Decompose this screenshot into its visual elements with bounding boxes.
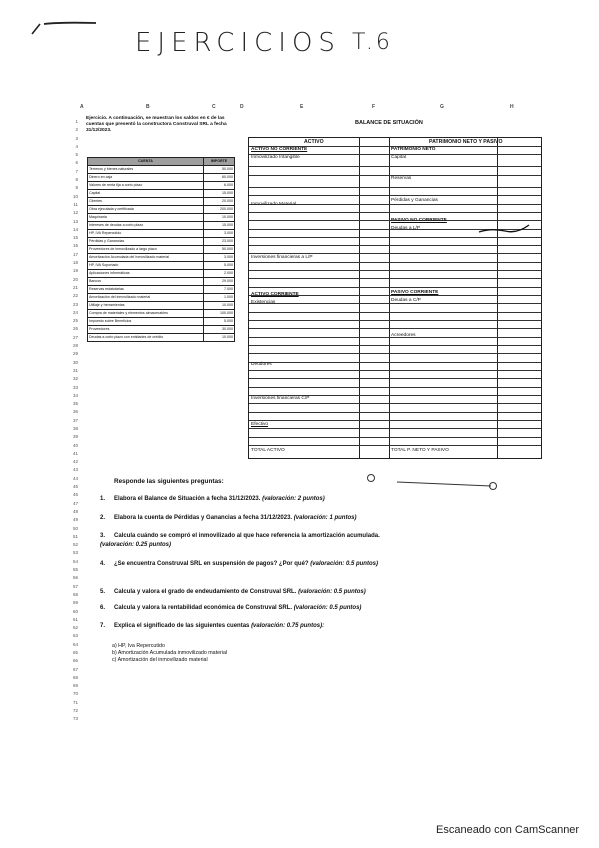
account-cell: Pérdidas y Ganancias	[88, 238, 204, 246]
pasivo-no-corriente: PASIVO NO CORRIENTE	[391, 218, 447, 223]
table-row	[88, 302, 235, 310]
question-6	[100, 604, 390, 613]
row-number: 33	[72, 384, 78, 390]
row-number: 64	[72, 641, 78, 647]
row-number: 29	[72, 351, 78, 357]
row-number: 69	[72, 683, 78, 689]
row-number: 35	[72, 401, 78, 407]
deudas-lp: Deudas a L/P	[391, 226, 421, 231]
row-number: 20	[72, 276, 78, 282]
row-number: 72	[72, 708, 78, 714]
column-header-e: E	[300, 104, 304, 110]
table-row	[88, 278, 235, 286]
account-cell: Bancos	[88, 278, 204, 286]
row-number: 10	[72, 193, 78, 199]
question-text: Explica el significado de las siguientes cuentas	[114, 623, 250, 629]
row-number: 30	[72, 359, 78, 365]
row-number: 43	[72, 467, 78, 473]
total-activo: TOTAL ACTIVO	[251, 448, 285, 453]
question-number: 4.	[100, 561, 106, 567]
amount-cell: 60.000	[204, 174, 235, 182]
row-number: 24	[72, 309, 78, 315]
amount-cell: 15.000	[204, 222, 235, 230]
question-5	[100, 588, 390, 597]
row-number: 55	[72, 567, 78, 573]
scanner-watermark: Escaneado con CamScanner	[436, 824, 580, 836]
account-cell: Valores de renta fija a corto plazo	[88, 182, 204, 190]
column-header-b: B	[146, 104, 150, 110]
pasivo-header: PATRIMONIO NETO Y PASIVO	[429, 139, 503, 145]
balance-sheet	[248, 137, 542, 459]
row-number: 16	[72, 243, 78, 249]
question-number: 1.	[100, 496, 106, 502]
amount-cell: 10.000	[204, 302, 235, 310]
balance-title: BALANCE DE SITUACIÓN	[355, 120, 423, 126]
inversiones-lp: Inversiones financieras a L/P	[251, 255, 313, 260]
row-number: 42	[72, 459, 78, 465]
account-cell: Proveedores de inmovilizado a largo plazo	[88, 246, 204, 254]
account-cell: Aplicaciones informáticas	[88, 270, 204, 278]
account-cell: HP, IVA Soportado	[88, 262, 204, 270]
table-row	[88, 286, 235, 294]
row-number: 73	[72, 716, 78, 722]
question-score: (valoración: 0.5 puntos)	[310, 561, 378, 567]
row-number: 28	[72, 343, 78, 349]
row-number: 51	[72, 533, 78, 539]
table-row	[88, 214, 235, 222]
row-number: 25	[72, 318, 78, 324]
deudores: Deudores	[251, 362, 272, 367]
question-number: 2.	[100, 515, 106, 521]
row-number: 3	[75, 135, 78, 141]
account-header: CUENTA	[88, 158, 204, 166]
row-number: 9	[75, 185, 78, 191]
row-number: 71	[72, 699, 78, 705]
amount-cell: 3.000	[204, 254, 235, 262]
table-row	[88, 174, 235, 182]
exercise-intro: Ejercicio. A continuación, se muestran los saldos en € de las cuentas que presentó la constructora Construval SRL a fecha 31/12/2023.	[86, 116, 227, 133]
column-header-h: H	[510, 104, 514, 110]
question-text: Elabora el Balance de Situación a fecha 31/12/2023.	[114, 496, 261, 502]
amount-cell: 29.000	[204, 278, 235, 286]
row-number: 32	[72, 376, 78, 382]
table-row	[88, 262, 235, 270]
question-score: (valoración: 0.75 puntos):	[251, 623, 325, 629]
table-row	[88, 334, 235, 342]
inversiones-cp: Inversiones financieras C/P	[251, 396, 310, 401]
row-number: 22	[72, 293, 78, 299]
pen-mark	[477, 222, 533, 236]
account-cell: Intereses de deudas a corto plazo	[88, 222, 204, 230]
row-number: 23	[72, 301, 78, 307]
row-number: 4	[75, 143, 78, 149]
column-header-f: F	[372, 104, 376, 110]
column-header-d: D	[240, 104, 244, 110]
table-row	[88, 270, 235, 278]
row-number: 52	[72, 542, 78, 548]
row-number: 62	[72, 625, 78, 631]
table-row	[88, 310, 235, 318]
amount-cell: 10.000	[204, 334, 235, 342]
column-header-a: A	[80, 104, 84, 110]
pen-line-mark	[395, 476, 495, 492]
table-row	[88, 206, 235, 214]
row-number: 39	[72, 434, 78, 440]
amount-cell: 23.000	[204, 238, 235, 246]
amount-cell: 3.000	[204, 230, 235, 238]
row-number: 36	[72, 409, 78, 415]
row-number: 14	[72, 226, 78, 232]
pen-scribble	[30, 12, 100, 42]
row-number: 60	[72, 608, 78, 614]
row-number: 7	[75, 168, 78, 174]
table-row	[88, 222, 235, 230]
row-number: 17	[72, 251, 78, 257]
row-number: 61	[72, 616, 78, 622]
row-number: 50	[72, 525, 78, 531]
perdidas-ganancias: Pérdidas y Ganancias	[391, 198, 438, 203]
question-text: Calcula cuándo se compró el inmovilizado al que hace referencia la amortización acumulada.	[114, 533, 380, 539]
account-cell: Impuesto sobre Beneficios	[88, 318, 204, 326]
row-number: 26	[72, 326, 78, 332]
row-numbers	[68, 118, 78, 724]
activo-corriente: ACTIVO CORRIENTE	[251, 292, 299, 297]
row-number: 67	[72, 666, 78, 672]
account-cell: Proveedores	[88, 326, 204, 334]
subitem-a: a) HP, Iva Repercutido	[112, 643, 165, 649]
row-number: 48	[72, 508, 78, 514]
account-cell: Utillaje y herramientas	[88, 302, 204, 310]
row-number: 11	[73, 201, 78, 207]
question-7	[100, 622, 390, 631]
table-row	[88, 182, 235, 190]
account-cell: Clientes	[88, 198, 204, 206]
row-number: 65	[72, 650, 78, 655]
question-number: 6.	[100, 605, 106, 611]
row-number: 59	[72, 600, 78, 606]
questions-title: Responde las siguientes preguntas:	[114, 478, 224, 485]
table-row	[88, 246, 235, 254]
row-number: 54	[72, 558, 78, 564]
table-header-row	[88, 158, 235, 166]
row-number: 27	[72, 334, 78, 340]
amount-cell: 15.000	[204, 190, 235, 198]
capital: Capital	[391, 155, 406, 160]
activo-no-corriente: ACTIVO NO CORRIENTE	[251, 147, 308, 152]
pasivo-corriente: PASIVO CORRIENTE	[391, 290, 439, 295]
row-number: 38	[72, 425, 78, 431]
question-4	[100, 560, 390, 569]
amount-cell: 1.000	[204, 294, 235, 302]
amount-cell: 200.000	[204, 206, 235, 214]
row-number: 53	[72, 550, 78, 556]
inmovilizado-intangible: Inmovilizado Intangible	[251, 155, 300, 160]
table-row	[88, 254, 235, 262]
table-row	[88, 294, 235, 302]
row-number: 1	[75, 119, 78, 124]
table-row	[88, 166, 235, 174]
row-number: 44	[72, 475, 78, 481]
amount-cell: 100.000	[204, 310, 235, 318]
row-number: 34	[72, 392, 78, 398]
account-cell: Capital	[88, 190, 204, 198]
row-number: 5	[75, 152, 78, 158]
amount-cell: 5.000	[204, 318, 235, 326]
row-number: 49	[72, 517, 78, 523]
row-number: 45	[72, 484, 78, 490]
patrimonio-neto: PATRIMONIO NETO	[391, 147, 436, 152]
efectivo: Efectivo	[251, 422, 269, 427]
account-cell: Amortización del inmovilizado material	[88, 294, 204, 302]
pen-circle-mark	[367, 474, 375, 482]
total-pn-pasivo: TOTAL P. NETO Y PASIVO	[391, 448, 449, 453]
row-number: 2	[75, 127, 78, 133]
reservas: Reservas	[391, 176, 412, 181]
row-number: 19	[72, 268, 78, 274]
row-number: 68	[72, 674, 78, 680]
question-score: (valoración: 0.25 puntos)	[100, 542, 172, 548]
column-header-g: G	[440, 104, 444, 110]
amount-cell: 50.000	[204, 246, 235, 254]
amount-cell: 20.000	[204, 198, 235, 206]
row-number: 18	[72, 260, 78, 266]
row-number: 37	[72, 417, 78, 423]
account-cell: HP, IVA Repercutido	[88, 230, 204, 238]
row-number: 58	[72, 591, 78, 597]
table-row	[88, 190, 235, 198]
row-number: 21	[72, 284, 78, 290]
subitem-c: c) Amortización del inmovilizado material	[112, 657, 208, 663]
amount-cell: 50.000	[204, 166, 235, 174]
row-number: 57	[72, 583, 78, 589]
account-cell: Obra ejecutada y certificada	[88, 206, 204, 214]
account-cell: Terrenos y bienes naturales	[88, 166, 204, 174]
inmovilizado-material: Inmovilizado Material	[251, 202, 297, 207]
table-row	[88, 238, 235, 246]
row-number: 70	[72, 691, 78, 697]
amount-cell: 2.000	[204, 270, 235, 278]
question-score: (valoración: 1 puntos)	[293, 515, 357, 521]
account-cell: Dinero en caja	[88, 174, 204, 182]
row-number: 63	[72, 633, 78, 639]
question-text: Calcula y valora el grado de endeudamiento de Construval SRL.	[114, 589, 297, 595]
row-number: 47	[72, 500, 78, 506]
question-2	[100, 514, 390, 523]
account-cell: Amortización Acumulada del Inmovilizado material	[88, 254, 204, 262]
question-1	[100, 495, 390, 504]
amount-header: IMPORTE	[204, 158, 235, 166]
question-number: 3.	[100, 533, 106, 539]
accounts-table	[87, 157, 235, 342]
question-3	[100, 532, 390, 550]
row-number: 56	[72, 575, 78, 581]
question-text: Calcula y valora la rentabilidad económica de Construval SRL.	[114, 605, 293, 611]
row-number: 40	[72, 442, 78, 448]
handwritten-title: EJERCICIOS	[135, 28, 341, 58]
table-row	[88, 318, 235, 326]
row-number: 31	[72, 367, 78, 373]
table-row	[88, 326, 235, 334]
table-row	[88, 198, 235, 206]
amount-cell: 5.000	[204, 262, 235, 270]
handwritten-topic: T.6	[352, 30, 393, 55]
row-number: 13	[72, 218, 78, 224]
row-number: 15	[72, 235, 78, 241]
row-number: 46	[72, 492, 78, 498]
row-number: 12	[72, 210, 78, 216]
account-cell: Deudas a corto plazo con entidades de crédito	[88, 334, 204, 342]
account-cell: Reservas estatutarias	[88, 286, 204, 294]
account-cell: Compra de materiales y elementos almacenables	[88, 310, 204, 318]
amount-cell: 6.000	[204, 182, 235, 190]
table-row	[88, 230, 235, 238]
question-number: 5.	[100, 589, 106, 595]
existencias: Existencias	[251, 300, 276, 305]
question-number: 7.	[100, 623, 106, 629]
subitem-b: b) Amortización Acumulada inmovilizado material	[112, 650, 228, 656]
activo-header: ACTIVO	[304, 139, 324, 145]
amount-cell: 30.000	[204, 326, 235, 334]
question-text: ¿Se encuentra Construval SRL en suspensión de pagos? ¿Por qué?	[114, 561, 309, 567]
question-text: Elabora la cuenta de Pérdidas y Ganancias a fecha 31/12/2023.	[114, 515, 293, 521]
row-number: 6	[75, 160, 78, 166]
account-cell: Maquinaria	[88, 214, 204, 222]
question-score: (valoración: 2 puntos)	[262, 496, 325, 502]
column-header-c: C	[212, 104, 216, 110]
row-number: 66	[72, 658, 78, 664]
question-score: (valoración: 0.5 puntos)	[293, 605, 362, 611]
amount-cell: 7.000	[204, 286, 235, 294]
row-number: 8	[75, 177, 78, 183]
amount-cell: 10.000	[204, 214, 235, 222]
deudas-cp: Deudas a C/P	[391, 298, 421, 303]
question-score: (valoración: 0.5 puntos)	[298, 589, 366, 595]
acreedores: Acreedores	[391, 333, 416, 338]
row-number: 41	[72, 450, 78, 456]
